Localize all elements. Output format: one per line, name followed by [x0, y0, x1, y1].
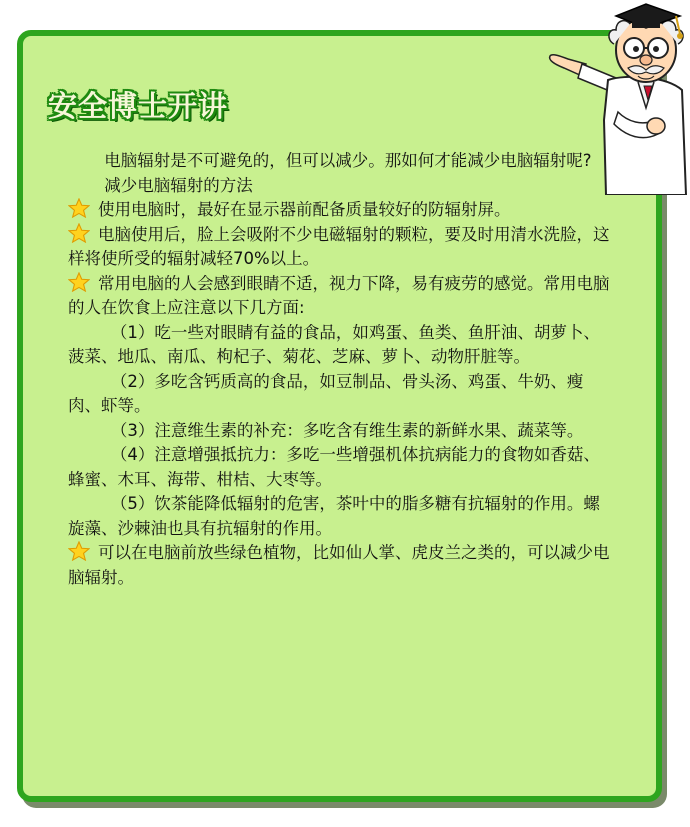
bullet-paragraph: [68, 198, 616, 223]
paragraph: [68, 419, 616, 444]
paragraph-text: 电脑辐射是不可避免的，但可以减少。那如何才能减少电脑辐射呢?: [104, 151, 592, 170]
paragraph: [68, 321, 616, 370]
paragraph: [68, 492, 616, 541]
paragraph: [68, 443, 616, 492]
star-icon: [68, 223, 90, 243]
paragraph-text: （4）注意增强抵抗力：多吃一些增强机体抗病能力的食物如香菇、蜂蜜、木耳、海带、柑桔、大枣等。: [68, 445, 600, 489]
paragraph-text: （5）饮茶能降低辐射的危害，茶叶中的脂多糖有抗辐射的作用。螺旋藻、沙棘油也具有抗辐射的作用。: [68, 494, 600, 538]
paragraph-text: （3）注意维生素的补充：多吃含有维生素的新鲜水果、蔬菜等。: [110, 420, 584, 440]
bullet-paragraph: [68, 541, 616, 590]
paragraph-text: 减少电脑辐射的方法: [104, 175, 253, 195]
bullet-paragraph: [68, 272, 616, 321]
paragraph-text: 使用电脑时，最好在显示器前配备质量较好的防辐射屏。: [98, 200, 511, 219]
paragraph-text: （1）吃一些对眼睛有益的食品，如鸡蛋、鱼类、鱼肝油、胡萝卜、菠菜、地瓜、南瓜、枸杞子、菊花、芝麻、萝卜、动物肝脏等。: [68, 322, 600, 366]
article-body: [68, 149, 616, 590]
paragraph: [68, 370, 616, 419]
star-icon: [68, 272, 90, 292]
paragraph-text: （2）多吃含钙质高的食品，如豆制品、骨头汤、鸡蛋、牛奶、瘦肉、虾等。: [68, 371, 584, 415]
paragraph-text: 可以在电脑前放些绿色植物，比如仙人掌、虎皮兰之类的，可以减少电脑辐射。: [68, 543, 610, 587]
paragraph-text: 常用电脑的人会感到眼睛不适，视力下降，易有疲劳的感觉。常用电脑的人在饮食上应注意以下几方面:: [68, 273, 610, 317]
star-icon: [68, 541, 90, 561]
page-title: 安全博士开讲: [48, 89, 229, 123]
paragraph: [68, 149, 616, 174]
bullet-paragraph: [68, 223, 616, 272]
star-icon: [68, 198, 90, 218]
paragraph: [68, 174, 616, 199]
paragraph-text: 电脑使用后，脸上会吸附不少电磁辐射的颗粒，要及时用清水洗脸，这样将使所受的辐射减轻70%以上。: [68, 224, 610, 268]
